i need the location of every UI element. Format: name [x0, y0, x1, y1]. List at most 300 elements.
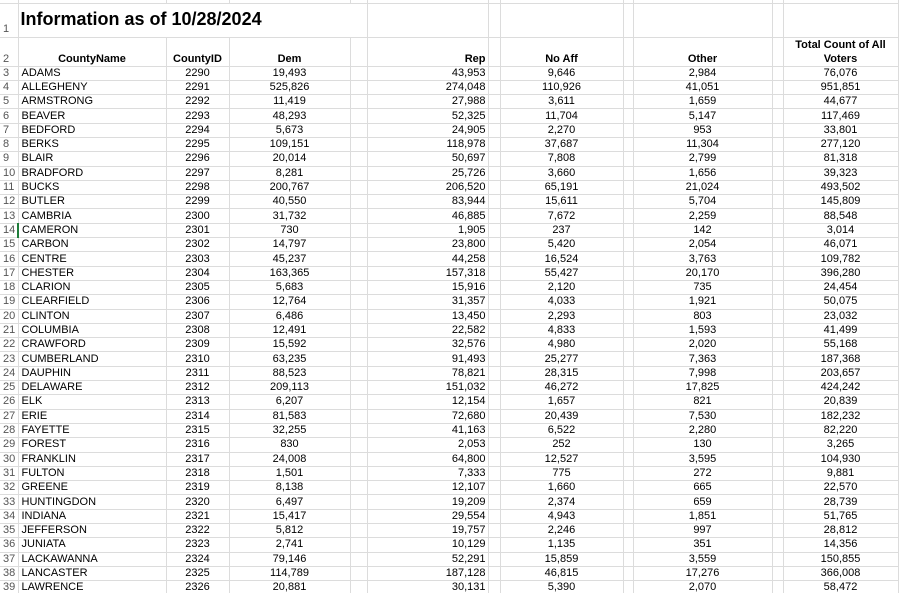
rep-cell[interactable]: 2,053 [367, 438, 488, 452]
row-number[interactable]: 32 [0, 481, 18, 495]
dem-cell[interactable]: 5,812 [229, 524, 350, 538]
empty-cell[interactable] [488, 238, 500, 252]
no-aff-cell[interactable]: 4,833 [500, 323, 623, 337]
other-cell[interactable]: 2,280 [633, 423, 772, 437]
no-aff-cell[interactable]: 5,420 [500, 238, 623, 252]
empty-cell[interactable] [772, 295, 783, 309]
other-cell[interactable]: 17,825 [633, 381, 772, 395]
county-id-cell[interactable]: 2303 [166, 252, 229, 266]
row-number[interactable]: 38 [0, 566, 18, 580]
empty-cell[interactable] [623, 395, 633, 409]
total-cell[interactable]: 88,548 [783, 209, 898, 223]
empty-cell[interactable] [772, 152, 783, 166]
no-aff-cell[interactable]: 110,926 [500, 80, 623, 94]
empty-cell[interactable] [623, 438, 633, 452]
no-aff-cell[interactable]: 46,272 [500, 381, 623, 395]
row-number[interactable]: 16 [0, 252, 18, 266]
no-aff-cell[interactable]: 3,611 [500, 95, 623, 109]
row-number[interactable]: 23 [0, 352, 18, 366]
empty-cell[interactable] [623, 95, 633, 109]
dem-cell[interactable]: 8,281 [229, 166, 350, 180]
county-id-cell[interactable]: 2300 [166, 209, 229, 223]
county-name-cell[interactable]: JUNIATA [18, 538, 166, 552]
total-cell[interactable]: 182,232 [783, 409, 898, 423]
row-number[interactable]: 35 [0, 524, 18, 538]
total-cell[interactable]: 55,168 [783, 338, 898, 352]
row-number[interactable]: 12 [0, 195, 18, 209]
empty-cell[interactable] [488, 109, 500, 123]
empty-cell[interactable] [350, 381, 367, 395]
row-number[interactable]: 8 [0, 137, 18, 151]
county-name-cell[interactable]: CAMBRIA [18, 209, 166, 223]
county-id-cell[interactable]: 2318 [166, 466, 229, 480]
rep-cell[interactable]: 29,554 [367, 509, 488, 523]
empty-cell[interactable] [350, 109, 367, 123]
no-aff-cell[interactable]: 65,191 [500, 180, 623, 194]
rep-cell[interactable]: 19,209 [367, 495, 488, 509]
empty-cell[interactable] [772, 323, 783, 337]
county-id-cell[interactable]: 2310 [166, 352, 229, 366]
no-aff-cell[interactable]: 7,808 [500, 152, 623, 166]
county-name-cell[interactable]: CENTRE [18, 252, 166, 266]
other-cell[interactable]: 3,763 [633, 252, 772, 266]
county-id-cell[interactable]: 2313 [166, 395, 229, 409]
rep-cell[interactable]: 23,800 [367, 238, 488, 252]
empty-cell[interactable] [488, 295, 500, 309]
empty-cell[interactable] [350, 238, 367, 252]
rep-cell[interactable]: 44,258 [367, 252, 488, 266]
dem-cell[interactable]: 24,008 [229, 452, 350, 466]
empty-cell[interactable] [488, 581, 500, 593]
total-cell[interactable]: 76,076 [783, 66, 898, 80]
rep-cell[interactable]: 31,357 [367, 295, 488, 309]
other-cell[interactable]: 953 [633, 123, 772, 137]
rep-cell[interactable]: 206,520 [367, 180, 488, 194]
county-id-cell[interactable]: 2315 [166, 423, 229, 437]
county-id-cell[interactable]: 2297 [166, 166, 229, 180]
empty-cell[interactable] [488, 137, 500, 151]
row-number[interactable]: 2 [0, 37, 18, 66]
dem-cell[interactable]: 163,365 [229, 266, 350, 280]
rep-cell[interactable]: 19,757 [367, 524, 488, 538]
total-cell[interactable]: 493,502 [783, 180, 898, 194]
empty-cell[interactable] [488, 366, 500, 380]
header-rep[interactable]: Rep [367, 37, 488, 66]
dem-cell[interactable]: 15,417 [229, 509, 350, 523]
empty-cell[interactable] [350, 395, 367, 409]
county-id-cell[interactable]: 2308 [166, 323, 229, 337]
rep-cell[interactable]: 52,291 [367, 552, 488, 566]
other-cell[interactable]: 1,593 [633, 323, 772, 337]
dem-cell[interactable]: 48,293 [229, 109, 350, 123]
rep-cell[interactable]: 7,333 [367, 466, 488, 480]
row-number[interactable]: 10 [0, 166, 18, 180]
row-number[interactable]: 37 [0, 552, 18, 566]
empty-cell[interactable] [488, 566, 500, 580]
empty-cell[interactable] [488, 152, 500, 166]
row-number[interactable]: 20 [0, 309, 18, 323]
total-cell[interactable]: 104,930 [783, 452, 898, 466]
dem-cell[interactable]: 830 [229, 438, 350, 452]
empty-cell[interactable] [623, 123, 633, 137]
dem-cell[interactable]: 109,151 [229, 137, 350, 151]
no-aff-cell[interactable]: 775 [500, 466, 623, 480]
empty-cell[interactable] [488, 466, 500, 480]
empty-cell[interactable] [623, 295, 633, 309]
empty-cell[interactable] [772, 452, 783, 466]
other-cell[interactable]: 2,799 [633, 152, 772, 166]
row-number[interactable]: 34 [0, 509, 18, 523]
header-other[interactable]: Other [633, 37, 772, 66]
row-number[interactable]: 17 [0, 266, 18, 280]
no-aff-cell[interactable]: 5,390 [500, 581, 623, 593]
empty-cell[interactable] [623, 452, 633, 466]
empty-cell[interactable] [488, 66, 500, 80]
no-aff-cell[interactable]: 15,611 [500, 195, 623, 209]
county-id-cell[interactable]: 2299 [166, 195, 229, 209]
empty-cell[interactable] [772, 509, 783, 523]
dem-cell[interactable]: 12,764 [229, 295, 350, 309]
empty-cell[interactable] [772, 137, 783, 151]
dem-cell[interactable]: 1,501 [229, 466, 350, 480]
other-cell[interactable]: 7,530 [633, 409, 772, 423]
no-aff-cell[interactable]: 25,277 [500, 352, 623, 366]
no-aff-cell[interactable]: 3,660 [500, 166, 623, 180]
dem-cell[interactable]: 525,826 [229, 80, 350, 94]
dem-cell[interactable]: 20,881 [229, 581, 350, 593]
row-number[interactable]: 19 [0, 295, 18, 309]
county-id-cell[interactable]: 2307 [166, 309, 229, 323]
county-name-cell[interactable]: CHESTER [18, 266, 166, 280]
total-cell[interactable]: 366,008 [783, 566, 898, 580]
county-id-cell[interactable]: 2317 [166, 452, 229, 466]
empty-cell[interactable] [350, 209, 367, 223]
dem-cell[interactable]: 5,683 [229, 280, 350, 294]
empty-cell[interactable] [350, 252, 367, 266]
empty-cell[interactable] [623, 366, 633, 380]
empty-cell[interactable] [488, 166, 500, 180]
county-id-cell[interactable]: 2320 [166, 495, 229, 509]
other-cell[interactable]: 41,051 [633, 80, 772, 94]
county-name-cell[interactable]: DELAWARE [18, 381, 166, 395]
header-no-aff[interactable]: No Aff [500, 37, 623, 66]
empty-cell[interactable] [623, 180, 633, 194]
county-id-cell[interactable]: 2298 [166, 180, 229, 194]
total-cell[interactable]: 24,454 [783, 280, 898, 294]
empty-cell[interactable] [488, 438, 500, 452]
empty-cell[interactable] [623, 252, 633, 266]
empty-cell[interactable] [623, 524, 633, 538]
other-cell[interactable]: 11,304 [633, 137, 772, 151]
county-id-cell[interactable]: 2305 [166, 280, 229, 294]
no-aff-cell[interactable]: 9,646 [500, 66, 623, 80]
no-aff-cell[interactable]: 1,135 [500, 538, 623, 552]
row-number[interactable]: 29 [0, 438, 18, 452]
empty-cell[interactable] [488, 381, 500, 395]
rep-cell[interactable]: 13,450 [367, 309, 488, 323]
empty-cell[interactable] [488, 524, 500, 538]
row-number[interactable]: 13 [0, 209, 18, 223]
row-number[interactable]: 18 [0, 280, 18, 294]
row-number[interactable]: 9 [0, 152, 18, 166]
dem-cell[interactable]: 19,493 [229, 66, 350, 80]
row-number[interactable]: 11 [0, 180, 18, 194]
other-cell[interactable]: 1,659 [633, 95, 772, 109]
dem-cell[interactable]: 45,237 [229, 252, 350, 266]
empty-cell[interactable] [623, 338, 633, 352]
row-number[interactable]: 14 [0, 223, 18, 237]
title-cell[interactable] [18, 3, 367, 37]
empty-cell[interactable] [488, 338, 500, 352]
other-cell[interactable]: 21,024 [633, 180, 772, 194]
empty-cell[interactable] [772, 495, 783, 509]
dem-cell[interactable]: 200,767 [229, 180, 350, 194]
county-id-cell[interactable]: 2311 [166, 366, 229, 380]
other-cell[interactable]: 20,170 [633, 266, 772, 280]
row-number[interactable]: 39 [0, 581, 18, 593]
county-name-cell[interactable]: LAWRENCE [18, 581, 166, 593]
no-aff-cell[interactable]: 2,293 [500, 309, 623, 323]
empty-cell[interactable] [623, 195, 633, 209]
empty-cell[interactable] [772, 123, 783, 137]
rep-cell[interactable]: 12,107 [367, 481, 488, 495]
dem-cell[interactable]: 11,419 [229, 95, 350, 109]
row-number[interactable]: 6 [0, 109, 18, 123]
row-number[interactable]: 25 [0, 381, 18, 395]
total-cell[interactable]: 109,782 [783, 252, 898, 266]
other-cell[interactable]: 142 [633, 223, 772, 237]
other-cell[interactable]: 130 [633, 438, 772, 452]
row-number[interactable]: 21 [0, 323, 18, 337]
county-name-cell[interactable]: CLEARFIELD [18, 295, 166, 309]
empty-cell[interactable] [772, 309, 783, 323]
dem-cell[interactable]: 79,146 [229, 552, 350, 566]
county-name-cell[interactable]: CLINTON [18, 309, 166, 323]
other-cell[interactable]: 2,070 [633, 581, 772, 593]
empty-cell[interactable] [350, 195, 367, 209]
county-name-cell[interactable]: ELK [18, 395, 166, 409]
empty-cell[interactable] [623, 238, 633, 252]
empty-cell[interactable] [350, 123, 367, 137]
county-name-cell[interactable]: LANCASTER [18, 566, 166, 580]
county-name-cell[interactable]: CLARION [18, 280, 166, 294]
county-id-cell[interactable]: 2321 [166, 509, 229, 523]
empty-cell[interactable] [623, 152, 633, 166]
empty-cell[interactable] [623, 423, 633, 437]
empty-cell[interactable] [350, 495, 367, 509]
empty-cell[interactable] [772, 252, 783, 266]
empty-cell[interactable] [488, 538, 500, 552]
dem-cell[interactable]: 209,113 [229, 381, 350, 395]
empty-cell[interactable] [772, 266, 783, 280]
county-name-cell[interactable]: BRADFORD [18, 166, 166, 180]
county-name-cell[interactable]: HUNTINGDON [18, 495, 166, 509]
empty-cell[interactable] [772, 238, 783, 252]
no-aff-cell[interactable]: 55,427 [500, 266, 623, 280]
empty-cell[interactable] [772, 109, 783, 123]
county-name-cell[interactable]: BERKS [18, 137, 166, 151]
rep-cell[interactable]: 15,916 [367, 280, 488, 294]
empty-cell[interactable] [350, 409, 367, 423]
county-id-cell[interactable]: 2323 [166, 538, 229, 552]
empty-cell[interactable] [350, 152, 367, 166]
empty-cell[interactable] [350, 438, 367, 452]
row-number[interactable]: 5 [0, 95, 18, 109]
total-cell[interactable]: 951,851 [783, 80, 898, 94]
empty-cell[interactable] [772, 223, 783, 237]
other-cell[interactable]: 17,276 [633, 566, 772, 580]
rep-cell[interactable]: 30,131 [367, 581, 488, 593]
county-name-cell[interactable]: CRAWFORD [18, 338, 166, 352]
dem-cell[interactable]: 14,797 [229, 238, 350, 252]
total-cell[interactable]: 46,071 [783, 238, 898, 252]
empty-cell[interactable] [488, 209, 500, 223]
total-cell[interactable]: 145,809 [783, 195, 898, 209]
no-aff-cell[interactable]: 37,687 [500, 137, 623, 151]
empty-cell[interactable] [488, 552, 500, 566]
dem-cell[interactable]: 6,497 [229, 495, 350, 509]
empty-cell[interactable] [350, 466, 367, 480]
other-cell[interactable]: 2,984 [633, 66, 772, 80]
dem-cell[interactable]: 88,523 [229, 366, 350, 380]
dem-cell[interactable]: 32,255 [229, 423, 350, 437]
total-cell[interactable]: 117,469 [783, 109, 898, 123]
no-aff-cell[interactable]: 28,315 [500, 366, 623, 380]
other-cell[interactable]: 3,595 [633, 452, 772, 466]
empty-cell[interactable] [350, 223, 367, 237]
empty-cell[interactable] [350, 180, 367, 194]
county-id-cell[interactable]: 2302 [166, 238, 229, 252]
rep-cell[interactable]: 118,978 [367, 137, 488, 151]
rep-cell[interactable]: 43,953 [367, 66, 488, 80]
empty-cell[interactable] [772, 80, 783, 94]
no-aff-cell[interactable]: 12,527 [500, 452, 623, 466]
empty-cell[interactable] [623, 323, 633, 337]
county-id-cell[interactable]: 2291 [166, 80, 229, 94]
county-id-cell[interactable]: 2296 [166, 152, 229, 166]
empty-cell[interactable] [623, 137, 633, 151]
empty-cell[interactable] [488, 252, 500, 266]
empty-cell[interactable] [350, 266, 367, 280]
other-cell[interactable]: 1,851 [633, 509, 772, 523]
empty-cell[interactable] [488, 123, 500, 137]
county-name-cell[interactable]: BEAVER [18, 109, 166, 123]
empty-cell[interactable] [488, 395, 500, 409]
dem-cell[interactable]: 31,732 [229, 209, 350, 223]
rep-cell[interactable]: 10,129 [367, 538, 488, 552]
header-dem[interactable]: Dem [229, 37, 350, 66]
row-number[interactable]: 24 [0, 366, 18, 380]
empty-cell[interactable] [488, 481, 500, 495]
county-name-cell[interactable]: BUCKS [18, 180, 166, 194]
county-id-cell[interactable]: 2326 [166, 581, 229, 593]
empty-cell[interactable] [350, 338, 367, 352]
rep-cell[interactable]: 64,800 [367, 452, 488, 466]
county-id-cell[interactable]: 2306 [166, 295, 229, 309]
dem-cell[interactable]: 2,741 [229, 538, 350, 552]
no-aff-cell[interactable]: 2,246 [500, 524, 623, 538]
empty-cell[interactable] [772, 538, 783, 552]
no-aff-cell[interactable]: 1,657 [500, 395, 623, 409]
county-name-cell[interactable]: CAMERON [18, 223, 166, 237]
row-number[interactable]: 33 [0, 495, 18, 509]
county-id-cell[interactable]: 2292 [166, 95, 229, 109]
county-name-cell[interactable]: ALLEGHENY [18, 80, 166, 94]
other-cell[interactable]: 3,559 [633, 552, 772, 566]
empty-cell[interactable] [488, 280, 500, 294]
row-number[interactable]: 31 [0, 466, 18, 480]
total-cell[interactable]: 50,075 [783, 295, 898, 309]
no-aff-cell[interactable]: 46,815 [500, 566, 623, 580]
county-id-cell[interactable]: 2304 [166, 266, 229, 280]
rep-cell[interactable]: 52,325 [367, 109, 488, 123]
empty-cell[interactable] [772, 423, 783, 437]
row-number[interactable]: 4 [0, 80, 18, 94]
empty-cell[interactable] [772, 280, 783, 294]
empty-cell[interactable] [772, 409, 783, 423]
empty-cell[interactable] [772, 524, 783, 538]
row-number[interactable]: 15 [0, 238, 18, 252]
total-cell[interactable]: 44,677 [783, 95, 898, 109]
county-name-cell[interactable]: LACKAWANNA [18, 552, 166, 566]
empty-cell[interactable] [350, 280, 367, 294]
county-id-cell[interactable]: 2319 [166, 481, 229, 495]
empty-cell[interactable] [350, 552, 367, 566]
county-id-cell[interactable]: 2290 [166, 66, 229, 80]
rep-cell[interactable]: 25,726 [367, 166, 488, 180]
empty-cell[interactable] [623, 552, 633, 566]
county-name-cell[interactable]: INDIANA [18, 509, 166, 523]
county-name-cell[interactable]: JEFFERSON [18, 524, 166, 538]
empty-cell[interactable] [772, 66, 783, 80]
rep-cell[interactable]: 157,318 [367, 266, 488, 280]
dem-cell[interactable]: 8,138 [229, 481, 350, 495]
empty-cell[interactable] [488, 352, 500, 366]
empty-cell[interactable] [623, 381, 633, 395]
total-cell[interactable]: 396,280 [783, 266, 898, 280]
empty-cell[interactable] [772, 438, 783, 452]
empty-cell[interactable] [772, 338, 783, 352]
total-cell[interactable]: 9,881 [783, 466, 898, 480]
no-aff-cell[interactable]: 11,704 [500, 109, 623, 123]
other-cell[interactable]: 821 [633, 395, 772, 409]
no-aff-cell[interactable]: 16,524 [500, 252, 623, 266]
empty-cell[interactable] [623, 352, 633, 366]
empty-cell[interactable] [772, 180, 783, 194]
empty-cell[interactable] [623, 223, 633, 237]
empty-cell[interactable] [350, 524, 367, 538]
empty-cell[interactable] [623, 66, 633, 80]
rep-cell[interactable]: 83,944 [367, 195, 488, 209]
empty-cell[interactable] [772, 466, 783, 480]
empty-cell[interactable] [488, 323, 500, 337]
empty-cell[interactable] [488, 180, 500, 194]
other-cell[interactable]: 351 [633, 538, 772, 552]
other-cell[interactable]: 2,259 [633, 209, 772, 223]
empty-cell[interactable] [772, 366, 783, 380]
total-cell[interactable]: 28,812 [783, 524, 898, 538]
county-name-cell[interactable]: BUTLER [18, 195, 166, 209]
rep-cell[interactable]: 24,905 [367, 123, 488, 137]
total-cell[interactable]: 187,368 [783, 352, 898, 366]
total-cell[interactable]: 41,499 [783, 323, 898, 337]
empty-cell[interactable] [350, 452, 367, 466]
rep-cell[interactable]: 27,988 [367, 95, 488, 109]
empty-cell[interactable] [350, 423, 367, 437]
county-id-cell[interactable]: 2312 [166, 381, 229, 395]
total-cell[interactable]: 22,570 [783, 481, 898, 495]
empty-cell[interactable] [623, 566, 633, 580]
